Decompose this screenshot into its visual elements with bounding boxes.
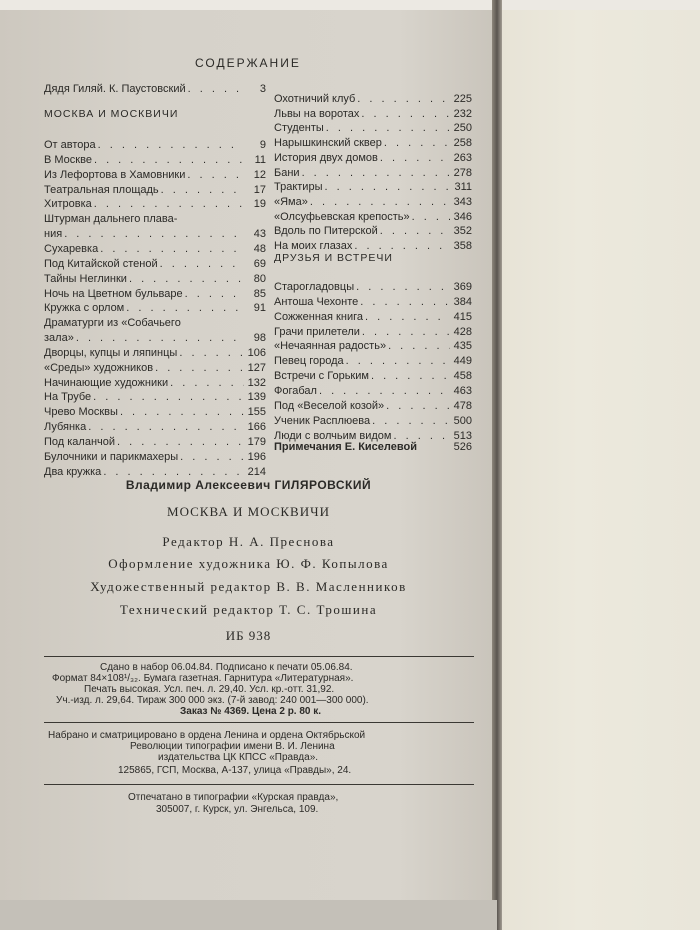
toc-entry-page: 69 (253, 257, 266, 270)
toc-entry (274, 397, 472, 412)
toc-entry (44, 374, 266, 389)
toc-entry-page: 250 (453, 122, 472, 135)
toc-entry (44, 344, 266, 359)
book-spine (492, 0, 502, 930)
toc-entry-page: 346 (453, 210, 472, 223)
toc-entry-page: 179 (247, 436, 266, 448)
toc-entry (274, 308, 472, 323)
toc-entry-title: Антоша Чехонте (274, 295, 359, 308)
toc-entry-page: 9 (259, 139, 266, 151)
toc-entry-page: 513 (453, 429, 472, 442)
toc-entry (274, 208, 472, 223)
toc-entry-title: Певец города (274, 355, 344, 368)
toc-entry (274, 337, 472, 352)
toc-entry-page: 132 (247, 376, 266, 389)
toc-entry-title: История двух домов (274, 151, 378, 164)
toc-entry (274, 164, 472, 179)
toc-entry (44, 299, 266, 314)
toc-section-moscow: МОСКВА И МОСКВИЧИ (44, 108, 179, 120)
toc-entry (44, 270, 266, 285)
toc-entry (44, 448, 266, 463)
toc-entry-page: 80 (253, 272, 266, 285)
toc-entry-title: Охотничий клуб (274, 93, 356, 105)
toc-entry (44, 403, 266, 418)
toc-entry-title: Бани (274, 166, 300, 179)
toc-entry-page: 384 (453, 295, 472, 308)
toc-entry-title: Булочники и парикмахеры (44, 450, 179, 463)
toc-entry (274, 367, 472, 382)
book-title: МОСКВА И МОСКВИЧИ (167, 504, 330, 519)
imprint-rule-low (44, 784, 474, 785)
toc-entry-page: 225 (453, 93, 472, 105)
toc-entry-page: 352 (453, 225, 472, 238)
print-shop-line-2: 305007, г. Курск, ул. Энгельса, 109. (156, 804, 319, 815)
toc-entry-title: Драматурги из «Собачьего (44, 317, 181, 330)
toc-entry (44, 418, 266, 433)
credit-editor: Редактор Н. А. Преснова (162, 534, 335, 549)
toc-entry-title: «Нечаянная радость» (274, 340, 387, 353)
toc-entry-title: Хитровка (44, 198, 92, 211)
toc-entry-page: 196 (247, 450, 266, 463)
toc-entry (274, 323, 472, 338)
toc-entry-page: 311 (454, 181, 472, 194)
toc-entry-page: 232 (453, 107, 472, 120)
toc-entry-page: 258 (453, 137, 472, 150)
toc-entry-title: Львы на воротах (274, 107, 360, 120)
toc-entry-title: Под Китайской стеной (44, 257, 158, 270)
toc-entry (274, 178, 472, 193)
toc-entry-page: 214 (247, 465, 266, 478)
toc-entry-title: зала» (44, 332, 74, 345)
toc-entry-page: 85 (253, 287, 266, 300)
printer-line-3: издательства ЦК КПСС «Правда». (158, 752, 319, 763)
toc-entry-page: 449 (453, 355, 472, 368)
toc-entry-page: 43 (253, 228, 266, 241)
credit-ib: ИБ 938 (225, 628, 272, 643)
toc-entry-title: На Трубе (44, 391, 92, 404)
toc-entry-title: Кружка с орлом (44, 302, 125, 315)
toc-entry-title: Вдоль по Питерской (274, 225, 378, 238)
toc-entry-page: 17 (253, 183, 266, 196)
toc-entry-page: 458 (453, 370, 472, 383)
toc-entry-page: 19 (253, 198, 266, 211)
toc-entry (44, 225, 266, 240)
toc-entry-page: 166 (247, 421, 266, 434)
toc-entry (44, 329, 266, 344)
toc-entry-page: 343 (453, 195, 472, 208)
page-bottom-shadow (0, 900, 497, 930)
credit-art-editor: Художественный редактор В. В. Масленников (90, 579, 407, 594)
toc-entry-page: 48 (253, 242, 266, 255)
toc-entry-title: Ученик Расплюева (274, 414, 371, 427)
book-page-right (500, 10, 700, 930)
toc-entry-page: 478 (453, 399, 472, 412)
toc-entry-title: Фогабал (274, 384, 317, 397)
toc-entry (44, 359, 266, 374)
toc-entry-title: Под «Веселой козой» (274, 399, 385, 412)
toc-entry-title: Из Лефортова в Хамовники (44, 168, 186, 181)
credit-tech-editor: Технический редактор Т. С. Трошина (119, 602, 378, 617)
toc-entry (274, 278, 472, 293)
toc-entry-title: ния (44, 228, 63, 241)
imprint-rule-mid (44, 722, 474, 723)
toc-entry-page: 463 (453, 384, 472, 397)
toc-entry-title: Штурман дальнего плава- (44, 213, 178, 226)
toc-entry-title: Встречи с Горьким (274, 370, 369, 383)
printer-line-4: 125865, ГСП, Москва, А-137, улица «Правды», 24. (118, 765, 352, 776)
toc-entry (44, 285, 266, 300)
toc-entry-title: Нарышкинский сквер (274, 137, 382, 150)
toc-entry-page: 106 (247, 346, 266, 359)
toc-entry (44, 195, 266, 210)
toc-entry-page: 12 (253, 168, 266, 181)
toc-entry (274, 293, 472, 308)
toc-entry-title: Под каланчой (44, 436, 116, 448)
imprint-line-3: Печать высокая. Усл. печ. л. 29,40. Усл. кр.-отт. 31,92. (84, 684, 335, 695)
toc-entry-title: Студенты (274, 122, 324, 135)
toc-entry (274, 412, 472, 427)
toc-entry-title: Сухаревка (44, 242, 99, 255)
toc-entry-page: 369 (453, 281, 472, 293)
imprint-line-4: Уч.-изд. л. 29,64. Тираж 300 000 экз. (7-й завод: 240 001—300 000). (56, 695, 369, 706)
credit-design: Оформление художника Ю. Ф. Копылова (108, 556, 389, 571)
toc-entry (44, 181, 266, 196)
toc-entry-title: Тайны Неглинки (44, 272, 127, 285)
toc-entry-title: Лубянка (44, 421, 87, 434)
toc-entry-page: 278 (453, 166, 472, 179)
toc-entry-title: Два кружка (44, 465, 102, 478)
toc-title: СОДЕРЖАНИЕ (195, 56, 301, 70)
imprint-rule-top (44, 656, 474, 657)
toc-entry-title: Грачи прилетели (274, 325, 360, 338)
toc-entry-page: 263 (453, 151, 472, 164)
toc-entry (44, 314, 266, 329)
toc-entry-title: «Среды» художников (44, 361, 154, 374)
toc-entry-title: Сожженная книга (274, 310, 363, 323)
toc-entry (44, 463, 266, 478)
toc-entry-title: Чрево Москвы (44, 406, 118, 419)
toc-entry-intro: Дядя Гиляй. К. Паустовский . . . 3 (44, 80, 266, 95)
toc-entry-title: Трактиры (274, 181, 323, 194)
toc-entry (274, 382, 472, 397)
toc-entry-page: 91 (253, 302, 266, 315)
printer-line-1: Набрано и сматрицировано в ордена Ленина и ордена Октябрьской (48, 730, 366, 741)
toc-entry-title: Театральная площадь (44, 183, 159, 196)
printer-line-2: Революции типографии имени В. И. Ленина (130, 741, 335, 752)
toc-entry-page: 127 (247, 361, 266, 374)
toc-entry (44, 136, 266, 151)
toc-entry (274, 222, 472, 237)
toc-entry (274, 105, 472, 120)
toc-entry-title: «Олсуфьевская крепость» (274, 210, 410, 223)
toc-entry-title: Ночь на Цветном бульваре (44, 287, 183, 300)
toc-entry-page: 98 (253, 332, 266, 345)
toc-entry-title: От автора (44, 139, 96, 151)
imprint-line-2: Формат 84×108¹/₃₂. Бумага газетная. Гарнитура «Литературная». (52, 673, 354, 684)
toc-entry (44, 388, 266, 403)
imprint-line-5: Заказ № 4369. Цена 2 р. 80 к. (180, 706, 322, 717)
toc-entry-page: 11 (254, 153, 266, 166)
toc-entry (44, 240, 266, 255)
toc-entry (274, 352, 472, 367)
toc-entry (274, 237, 472, 252)
print-shop-line-1: Отпечатано в типографии «Курская правда», (128, 792, 339, 803)
author-name: Владимир Алексеевич ГИЛЯРОВСКИЙ (125, 478, 372, 492)
toc-entry (44, 166, 266, 181)
toc-entry (44, 151, 266, 166)
toc-entry-title: Начинающие художники (44, 376, 169, 389)
toc-entry-page: 500 (453, 414, 472, 427)
toc-entry (274, 119, 472, 134)
toc-entry (44, 255, 266, 270)
toc-entry (44, 433, 266, 448)
toc-entry-notes: Примечания Е. Киселевой 526 (274, 441, 472, 453)
toc-entry-page: 358 (453, 240, 472, 252)
toc-entry-title: Дворцы, купцы и ляпинцы (44, 346, 178, 359)
toc-entry-title: На моих глазах (274, 240, 353, 252)
toc-entry-title: Старогладовцы (274, 281, 355, 293)
toc-entry (274, 90, 472, 105)
toc-entry-page: 415 (453, 310, 472, 323)
toc-entry (274, 134, 472, 149)
toc-entry-title: «Яма» (274, 195, 308, 208)
toc-entry-page: 428 (453, 325, 472, 338)
toc-entry (44, 210, 266, 225)
toc-entry-page: 435 (453, 340, 472, 353)
toc-entry-title: В Москве (44, 153, 92, 166)
toc-entry-page: 139 (247, 391, 266, 404)
toc-section-friends: ДРУЗЬЯ И ВСТРЕЧИ (274, 252, 393, 264)
toc-entry-page: 155 (247, 406, 266, 419)
imprint-line-1: Сдано в набор 06.04.84. Подписано к печати 05.06.84. (100, 662, 353, 673)
toc-entry-title: Люди с волчьим видом (274, 429, 392, 442)
toc-entry (274, 193, 472, 208)
toc-entry (274, 149, 472, 164)
